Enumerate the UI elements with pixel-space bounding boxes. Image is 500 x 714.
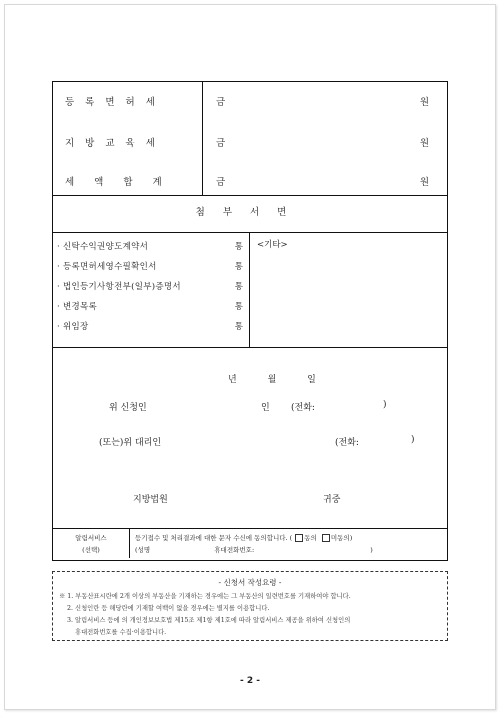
agent-label: (또는)위 대리인 <box>99 438 162 448</box>
agent-phone-close: ) <box>411 435 415 445</box>
date-month: 월 <box>267 375 277 385</box>
applicant-seal: 인 <box>261 403 270 413</box>
agree-label: 동의 <box>304 534 317 542</box>
agree-checkbox[interactable] <box>295 534 303 542</box>
applicant-phone-close: ) <box>383 400 387 410</box>
date-year: 년 <box>228 375 237 385</box>
application-form <box>52 81 448 561</box>
service-phone-label: 휴대전화번호: <box>214 546 255 554</box>
divider <box>53 347 447 348</box>
service-optional: (선택) <box>82 546 100 554</box>
attachment-item <box>57 300 245 316</box>
guide-line: 3. 알림서비스 등에 의 개인정보보호법 제15조 제1항 제1호에 따라 알림서비스 제공을 위하여 신청인의 <box>67 617 351 624</box>
fee-won: 원 <box>419 138 429 149</box>
service-contact <box>135 545 373 554</box>
fee-unit: 금 <box>216 138 226 149</box>
writing-guide <box>52 571 448 641</box>
attachment-count: 통 <box>234 302 243 312</box>
fee-label: 세액합계 <box>65 177 182 188</box>
divider <box>53 195 447 196</box>
consent-text: 등기접수 및 처리결과에 대한 문자 수신에 동의합니다. <box>135 534 288 542</box>
applicant-phone-label: (전화: <box>291 403 315 413</box>
fee-won: 원 <box>419 177 429 188</box>
divider <box>53 232 447 233</box>
attachments-divider <box>249 232 250 347</box>
guide-line: 2. 신청인란 등 해당란에 기재할 여백이 없을 경우에는 별지를 이용합니다. <box>67 605 270 612</box>
service-name-label: (성명 <box>135 546 151 554</box>
fee-row-education-tax <box>53 135 447 155</box>
fee-label: 지방교육세 <box>65 138 166 149</box>
attachment-count: 통 <box>234 262 243 272</box>
applicant-label: 위 신청인 <box>109 403 147 413</box>
attachment-name: · 등록면허세영수필확인서 <box>57 262 157 272</box>
notification-service <box>53 528 447 558</box>
attachment-count: 통 <box>234 282 243 292</box>
fee-unit: 금 <box>216 97 226 108</box>
agent-phone-label: (전화: <box>335 438 359 448</box>
application-date <box>228 372 344 385</box>
disagree-label: 미동의 <box>330 534 350 542</box>
attachment-name: · 법인등기사항전부(일부)증명서 <box>57 282 181 292</box>
fee-row-registration-tax <box>53 94 447 114</box>
disagree-checkbox[interactable] <box>322 534 330 542</box>
service-consent: 등기접수 및 처리결과에 대한 문자 수신에 동의합니다. ( 동의 미동의) <box>135 534 353 542</box>
service-close: ) <box>370 546 373 554</box>
page-number: - 2 - <box>240 676 260 686</box>
court-name: 지방법원 <box>133 495 168 505</box>
attachment-name: · 변경목록 <box>57 302 98 312</box>
attachment-count: 통 <box>234 242 243 252</box>
attachment-count: 통 <box>234 322 243 332</box>
attachments-title: 첨부서면 <box>195 207 305 218</box>
fee-row-total <box>53 174 447 194</box>
attachments-other: <기타> <box>257 240 288 250</box>
guide-title: - 신청서 작성요령 - <box>218 578 282 587</box>
attachment-item <box>57 240 245 256</box>
date-day: 일 <box>307 375 316 385</box>
attachment-name: · 신탁수익권양도계약서 <box>57 242 149 252</box>
service-label: 알림서비스 <box>75 534 107 542</box>
fee-won: 원 <box>419 97 429 108</box>
service-divider <box>129 528 130 558</box>
fee-unit: 금 <box>216 177 226 188</box>
attachment-item <box>57 320 245 336</box>
attachment-name: · 위임장 <box>57 322 89 332</box>
guide-line: 휴대전화번호를 수집·이용합니다. <box>75 629 167 636</box>
recipient-suffix: 귀중 <box>323 495 341 505</box>
guide-line: ※ 1. 부동산표시란에 2개 이상의 부동산을 기재하는 경우에는 그 부동산의 일련번호를 기재하여야 합니다. <box>59 593 351 600</box>
attachment-item <box>57 260 245 276</box>
fee-label: 등록면허세 <box>65 97 166 108</box>
attachment-item <box>57 280 245 296</box>
